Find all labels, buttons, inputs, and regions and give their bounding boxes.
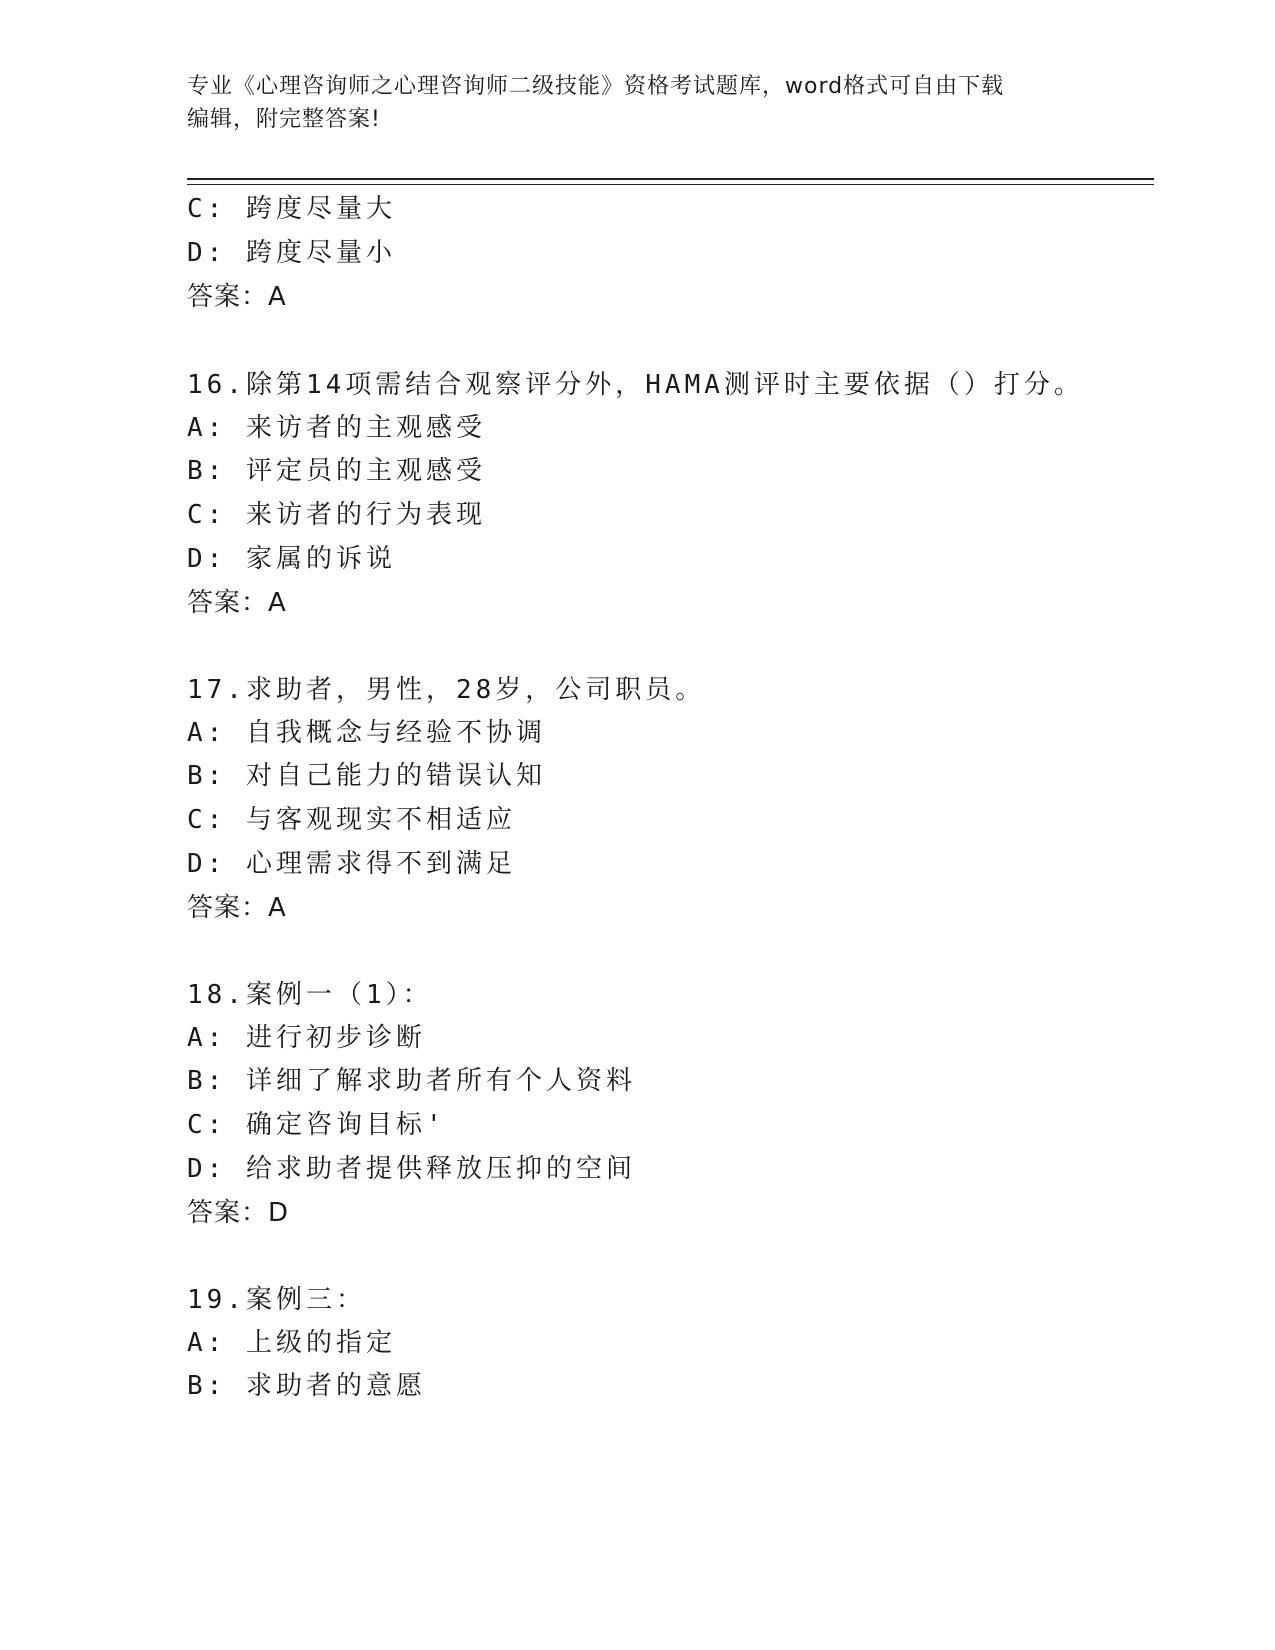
q18-answer: 答案：D <box>187 1198 290 1228</box>
q16-answer: 答案：A <box>187 588 287 618</box>
q16-option-c: C: 来访者的行为表现 <box>187 500 486 530</box>
q15-option-c: C: 跨度尽量大 <box>187 194 396 224</box>
q18-option-c: C: 确定咨询目标' <box>187 1110 446 1140</box>
header-rule-thick <box>187 178 1154 180</box>
q16-option-b: B: 评定员的主观感受 <box>187 456 486 486</box>
q18-question: 18.案例一（1）： <box>187 980 433 1010</box>
q17-option-c: C: 与客观现实不相适应 <box>187 805 516 835</box>
q19-option-a: A: 上级的指定 <box>187 1328 396 1358</box>
q19-question: 19.案例三： <box>187 1285 366 1315</box>
q19-option-b: B: 求助者的意愿 <box>187 1371 426 1401</box>
q17-answer: 答案：A <box>187 893 287 923</box>
q16-question: 16.除第14项需结合观察评分外，HAMA测评时主要依据（）打分。 <box>187 370 1084 400</box>
q17-option-d: D: 心理需求得不到满足 <box>187 849 516 879</box>
header-line-1: 专业《心理咨询师之心理咨询师二级技能》资格考试题库，word格式可自由下载 <box>187 74 1005 99</box>
q17-question: 17.求助者，男性，28岁，公司职员。 <box>187 675 706 705</box>
q18-option-d: D: 给求助者提供释放压抑的空间 <box>187 1154 636 1184</box>
q16-option-d: D: 家属的诉说 <box>187 544 396 574</box>
q17-option-a: A: 自我概念与经验不协调 <box>187 718 546 748</box>
header-rule-thin <box>187 184 1154 185</box>
header-line-2: 编辑，附完整答案! <box>187 107 381 132</box>
q15-option-d: D: 跨度尽量小 <box>187 238 396 268</box>
q18-option-b: B: 详细了解求助者所有个人资料 <box>187 1066 636 1096</box>
q17-option-b: B: 对自己能力的错误认知 <box>187 761 546 791</box>
q15-answer: 答案：A <box>187 282 287 312</box>
q18-option-a: A: 进行初步诊断 <box>187 1023 426 1053</box>
document-header <box>187 70 1087 136</box>
q16-option-a: A: 来访者的主观感受 <box>187 413 486 443</box>
